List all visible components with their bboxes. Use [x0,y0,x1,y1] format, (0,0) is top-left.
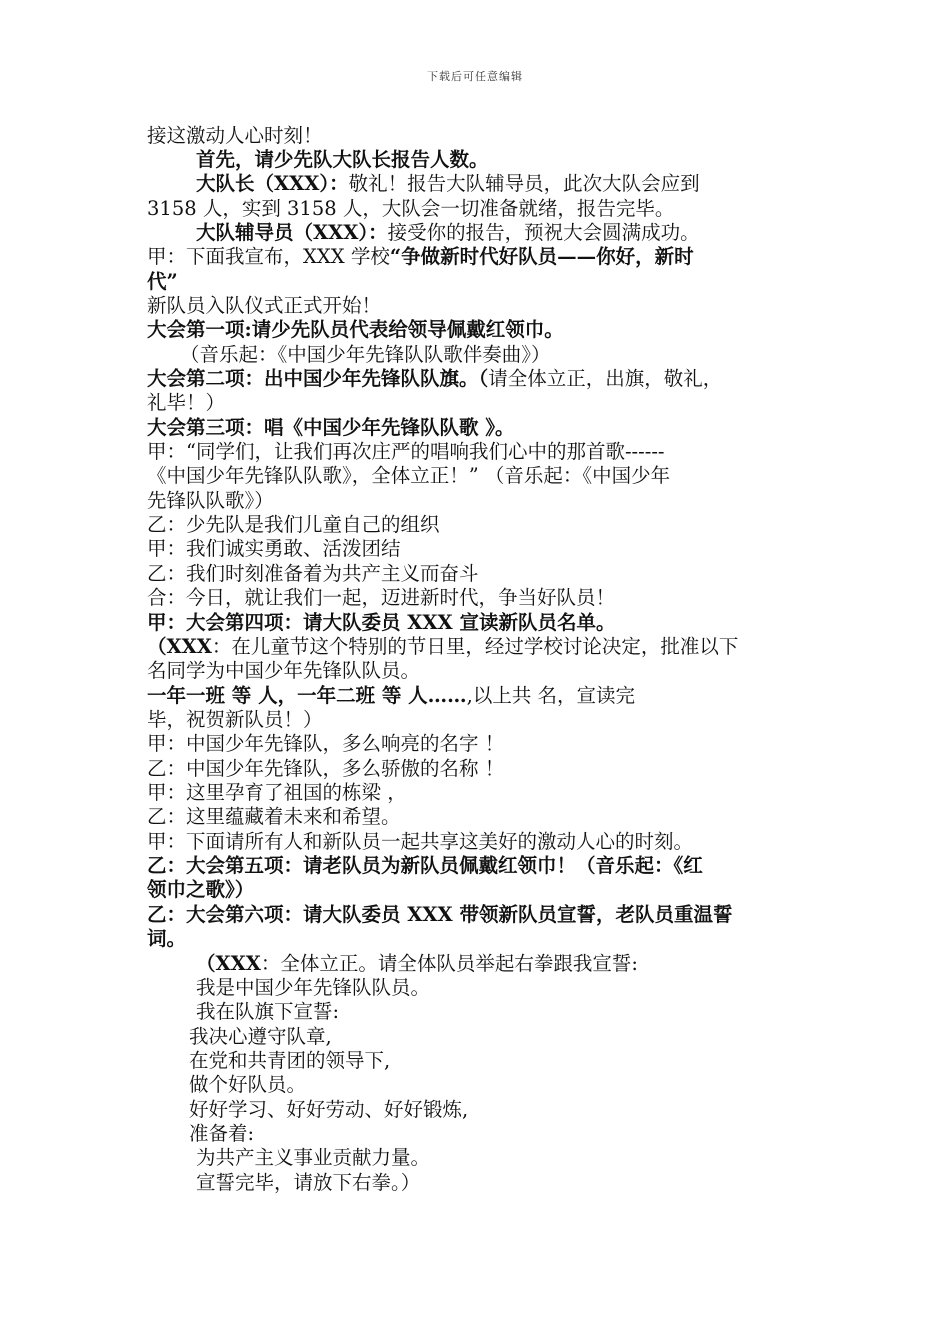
bold-text-segment: 大队辅导员（XXX）： [196,221,388,244]
text-line [196,952,638,976]
text-segment: 名同学为中国少年先锋队队员。 [147,659,421,682]
bold-text-segment: 乙：大会第六项：请大队委员 XXX 带领新队员宣誓，老队员重温誓 [147,903,733,926]
text-segment: 毕，祝贺新队员！） [147,708,323,731]
bold-text-segment: 乙：大会第五项：请老队员为新队员佩戴红领巾！（音乐起：《红 [147,854,703,877]
bold-text-segment: 首先，请少先队大队长报告人数。 [196,148,489,171]
text-segment: ,以上共 名，宣读完 [466,684,636,707]
text-line [147,464,670,488]
text-line [189,1098,468,1122]
text-line [147,586,615,610]
text-line [196,1171,420,1195]
text-segment: 做个好队员。 [189,1073,307,1096]
text-segment: 接受你的报告，预祝大会圆满成功。 [387,221,700,244]
text-segment: 请全体立正，出旗，敬礼， [488,367,723,390]
bold-text-segment: 领巾之歌》） [147,878,255,901]
text-line [147,635,738,659]
text-line [147,611,615,635]
bold-text-segment: 甲：大会第四项：请大队委员 XXX 宣读新队员名单。 [147,611,616,634]
text-line [147,854,703,878]
text-segment: 在党和共青团的领导下, [189,1049,391,1072]
bold-text-segment: 代” [147,270,178,293]
text-line [147,805,401,829]
bold-text-segment: （XXX [196,952,261,975]
text-segment: 甲：中国少年先锋队，多么响亮的名字 ！ [147,732,505,755]
text-line [147,318,564,342]
text-segment: 新队员入队仪式正式开始！ [147,294,382,317]
text-line [147,367,722,391]
text-line [147,684,635,708]
text-line [147,659,420,683]
text-segment: 乙：少先队是我们儿童自己的组织 [147,513,440,536]
text-line [147,757,504,781]
text-line [147,513,440,537]
text-segment: 乙：这里蕴藏着未来和希望。 [147,805,401,828]
text-line [147,732,504,756]
text-line [180,343,551,367]
text-segment: 乙：我们时刻准备着为共产主义而奋斗 [147,562,479,585]
text-segment: 甲：我们诚实勇敢、活泼团结 [147,537,401,560]
text-line [196,148,489,172]
text-line [147,440,665,464]
text-segment: 宣誓完毕，请放下右拳。） [196,1171,421,1194]
text-segment: 礼毕！） [147,391,226,414]
text-segment: 我在队旗下宣誓: [196,1000,340,1023]
text-segment: ：在儿童节这个特别的节日里，经过学校讨论决定，批准以下 [211,635,739,658]
text-line [147,537,401,561]
text-line [189,1122,254,1146]
text-segment: 甲：下面我宣布，XXX 学校 [147,245,390,268]
bold-text-segment: 词。 [147,927,187,950]
text-line [147,562,479,586]
text-segment: 为共产主义事业贡献力量。 [196,1146,431,1169]
bold-text-segment: （XXX [147,635,212,658]
text-line [196,1000,339,1024]
text-segment: ：全体立正。请全体队员举起右拳跟我宣誓: [260,952,638,975]
text-line [189,1073,306,1097]
text-line [189,1025,332,1049]
bold-text-segment: “争做新时代好队员——你好，新时 [389,245,694,268]
text-segment: 敬礼！报告大队辅导员，此次大队会应到 [348,172,700,195]
text-line [147,197,674,221]
text-line [147,294,381,318]
text-segment: 我是中国少年先锋队队员。 [196,976,431,999]
text-line [147,416,515,440]
text-line [147,245,694,269]
text-line [189,1049,390,1073]
text-line [147,878,254,902]
text-segment: 甲：这里孕育了祖国的栋梁 ， [147,781,407,804]
text-line [196,172,700,196]
text-segment: 甲：“同学们，让我们再次庄严的唱响我们心中的那首歌------ [147,440,665,463]
text-line [147,830,693,854]
text-segment: 3158 人，实到 3158 人，大队会一切准备就绪，报告完毕。 [147,197,675,220]
text-line [147,489,274,513]
text-segment: 乙：中国少年先锋队，多么骄傲的名称 ！ [147,757,505,780]
text-line [147,927,186,951]
text-line [147,124,323,148]
text-segment: 准备着: [189,1122,255,1145]
text-line [196,221,700,245]
bold-text-segment: 一年一班 等 人，一年二班 等 人…… [147,684,467,707]
text-segment: 接这激动人心时刻！ [147,124,323,147]
bold-text-segment: 大会第三项：唱《中国少年先锋队队歌 》。 [147,416,515,439]
text-line [147,903,732,927]
bold-text-segment: 大会第一项:请少先队员代表给领导佩戴红领巾。 [147,318,564,341]
bold-text-segment: 大会第二项：出中国少年先锋队队旗。（ [147,367,489,390]
text-segment: 合：今日，就让我们一起，迈进新时代，争当好队员！ [147,586,616,609]
text-segment: 我决心遵守队章, [189,1025,332,1048]
text-line [196,1146,430,1170]
text-segment: 好好学习、好好劳动、好好锻炼, [189,1098,469,1121]
text-line [147,781,407,805]
text-line [147,270,178,294]
text-segment: 先锋队队歌》） [147,489,274,512]
text-line [196,976,430,1000]
text-segment: 甲：下面请所有人和新队员一起共享这美好的激动人心的时刻。 [147,830,694,853]
text-segment: （音乐起：《中国少年先锋队队歌伴奏曲》） [180,343,551,366]
text-segment: 《中国少年先锋队队歌》，全体立正！” （音乐起：《中国少年 [147,464,671,487]
text-line [147,708,323,732]
bold-text-segment: 大队长（XXX）： [196,172,349,195]
page-header: 下载后可任意编辑 [427,70,523,83]
text-line [147,391,225,415]
